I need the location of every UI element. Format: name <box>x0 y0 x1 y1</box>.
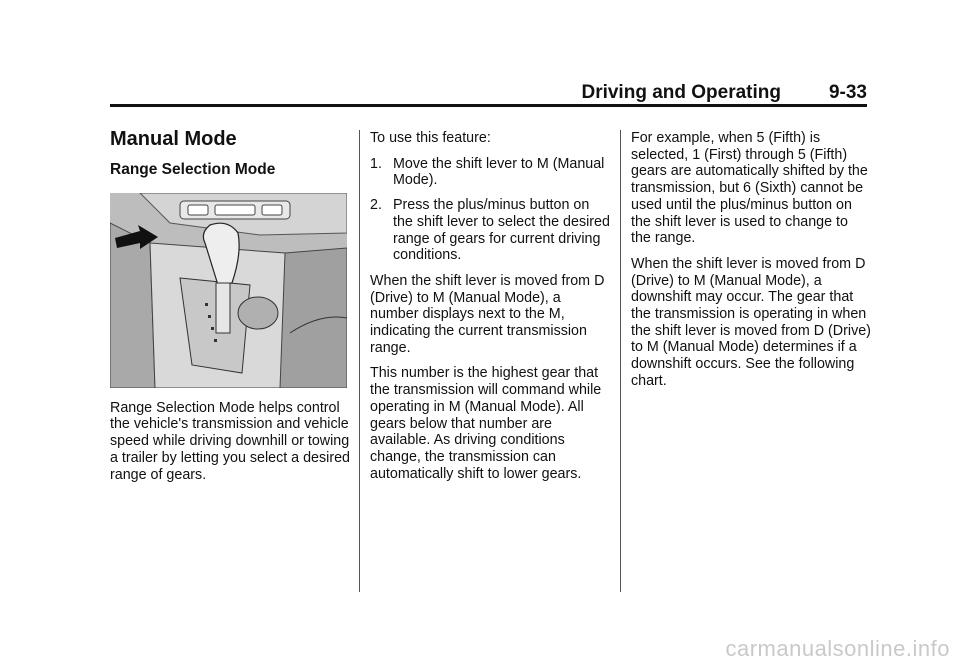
section-title: Manual Mode <box>110 128 237 150</box>
paragraph: When the shift lever is moved from D (Drive) to M (Manual Mode), a downshift may occur. The gear that the transmission is operating in when the shift lever is moved from D (Drive) to M (Manual Mode) determines if a downshift occurs. See the following chart. <box>631 255 871 389</box>
column-3 <box>631 130 871 399</box>
column-2 <box>370 130 610 491</box>
column-divider <box>359 130 360 592</box>
steps-list <box>370 156 610 264</box>
step-number: 1. <box>370 155 382 172</box>
paragraph: When the shift lever is moved from D (Drive) to M (Manual Mode), a number displays next to the M, indicating the current transmission range. <box>370 272 605 356</box>
step-text: Press the plus/minus button on the shift lever to select the desired range of gears for current driving conditions. <box>393 197 610 264</box>
steps-intro: To use this feature: <box>370 130 491 146</box>
list-item <box>370 156 610 189</box>
column-1 <box>110 128 350 492</box>
page-number: 9-33 <box>828 82 867 103</box>
header-section-title: Driving and Operating <box>581 82 781 103</box>
paragraph: For example, when 5 (Fifth) is selected, 1 (First) through 5 (Fifth) gears are automatically shifted by the transmission, but 6 (Sixth) cannot be used until the plus/minus button on the shift lever is used to change to the range. <box>631 130 868 247</box>
step-text: Move the shift lever to M (Manual Mode). <box>393 155 605 189</box>
paragraph: This number is the highest gear that the transmission will command while operating in M (Manual Mode). All gears below that number are available. As driving conditions change, the transmission can automatically shift to lower gears. <box>370 365 602 482</box>
column-divider <box>620 130 621 592</box>
list-item <box>370 197 610 264</box>
step-number: 2. <box>370 197 382 214</box>
page-header <box>110 82 867 104</box>
subsection-title: Range Selection Mode <box>110 161 276 178</box>
header-rule <box>110 104 867 107</box>
watermark: carmanualsonline.info <box>725 636 950 661</box>
shift-lever-illustration <box>110 193 347 388</box>
intro-paragraph: Range Selection Mode helps control the vehicle's transmission and vehicle speed while driving downhill or towing a trailer by letting you select a desired range of gears. <box>110 399 350 483</box>
